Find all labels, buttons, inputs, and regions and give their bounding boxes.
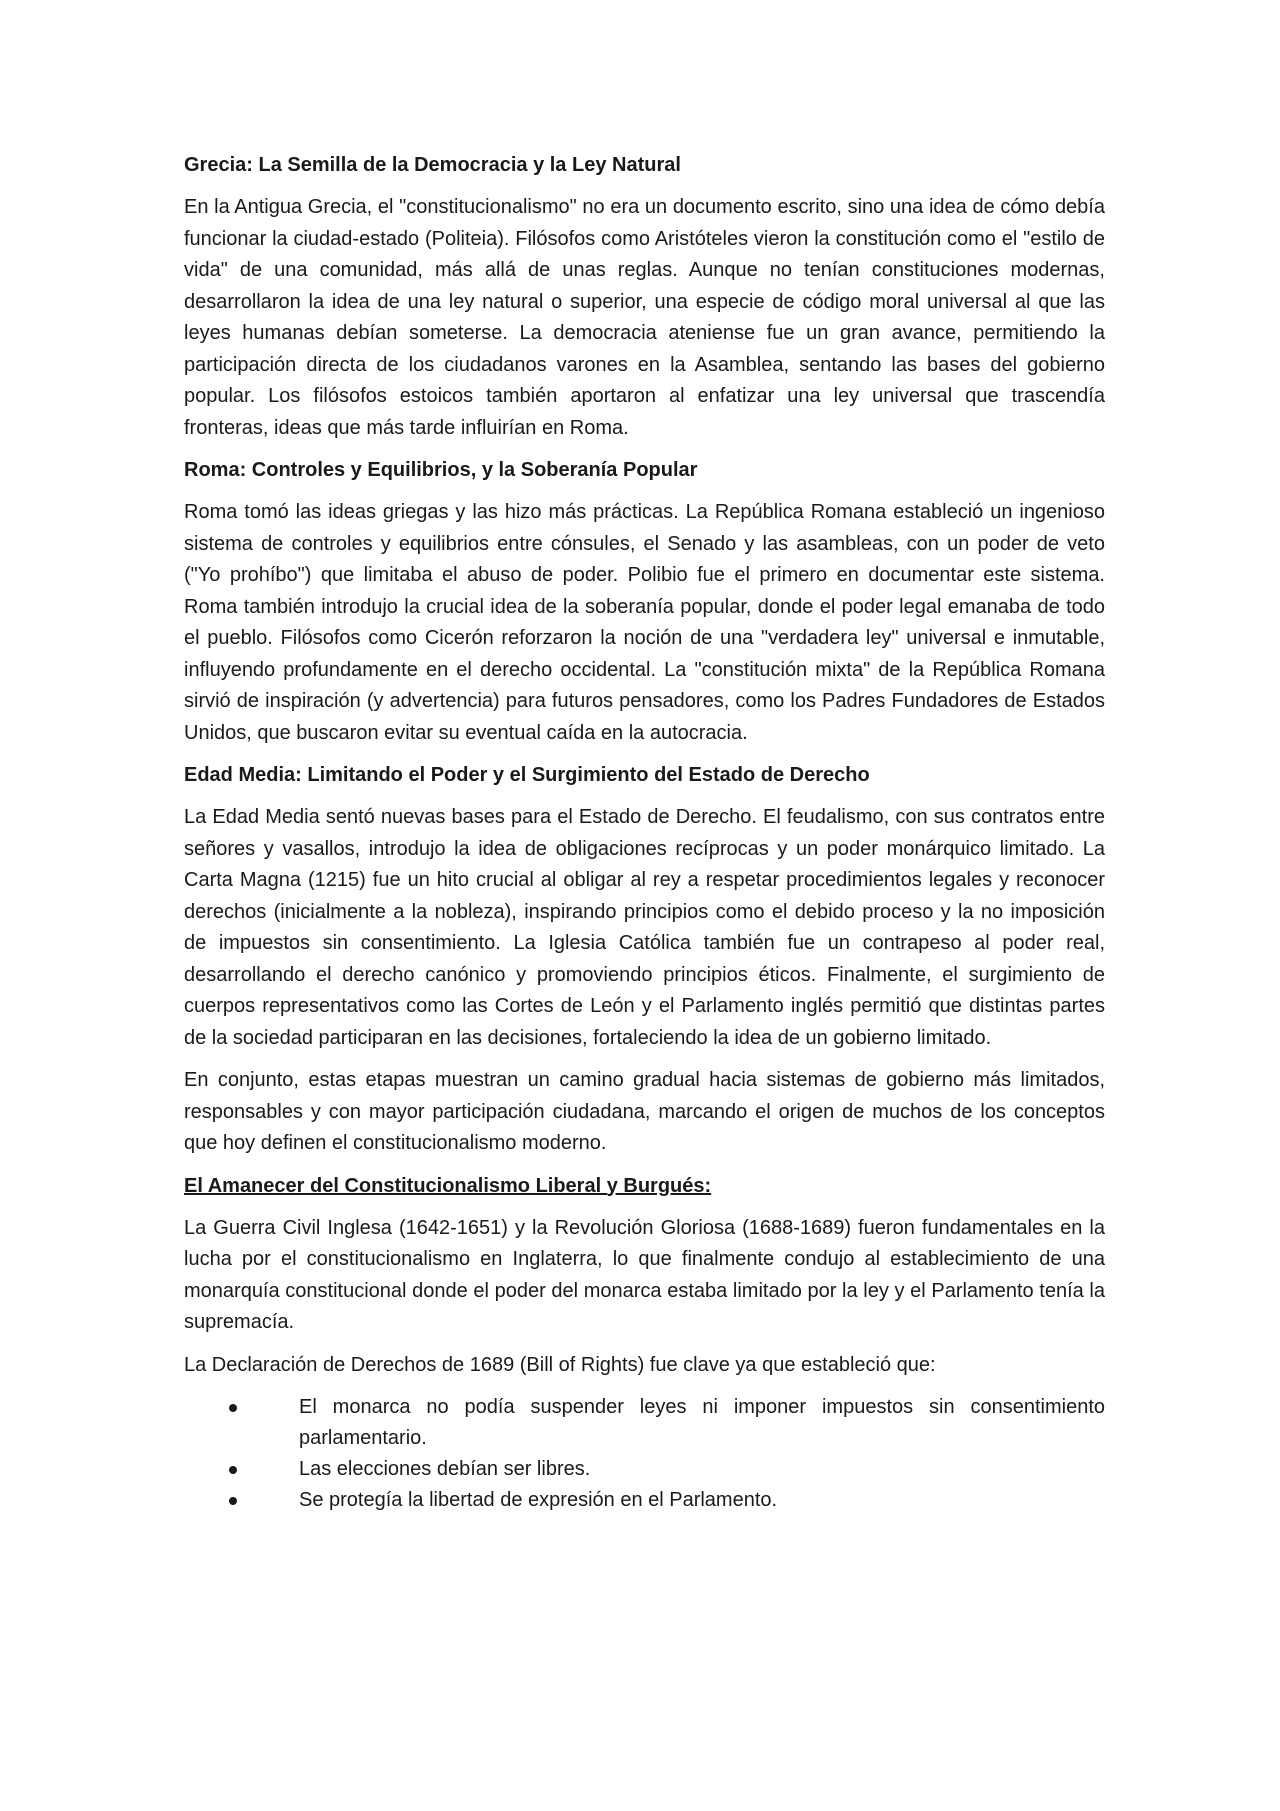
list-item [184, 1454, 1105, 1485]
list-item [184, 1485, 1105, 1516]
section-heading-liberal: El Amanecer del Constitucionalismo Liberal y Burgués: [184, 1174, 712, 1197]
paragraph-summary: En conjunto, estas etapas muestran un camino gradual hacia sistemas de gobierno más limitados, responsables y con mayor participación ciudadana, marcando el origen de muchos de los conceptos que hoy definen el constitucionalismo moderno. [184, 1069, 1105, 1154]
paragraph-rome: Roma tomó las ideas griegas y las hizo más prácticas. La República Romana estableció un ingenioso sistema de controles y equilibrios entre cónsules, el Senado y las asambleas, con un poder de veto ("Yo prohíbo") que limitaba el abuso de poder. Polibio fue el primero en documentar este sistema. Roma también introdujo la crucial idea de la soberanía popular, donde el poder legal emanaba de todo el pueblo. Filósofos como Cicerón reforzaron la noción de una "verdadera ley" universal e inmutable, influyendo profundamente en el derecho occidental. La "constitución mixta" de la República Romana sirvió de inspiración (y advertencia) para futuros pensadores, como los Padres Fundadores de Estados Unidos, que buscaron evitar su eventual caída en la autocracia. [184, 501, 1105, 744]
list-item-text: Las elecciones debían ser libres. [299, 1458, 591, 1480]
list-item [184, 1392, 1105, 1454]
list-item-text: Se protegía la libertad de expresión en el Parlamento. [299, 1489, 778, 1511]
bullet-icon [229, 1404, 237, 1412]
section-heading-middle-ages: Edad Media: Limitando el Poder y el Surgimiento del Estado de Derecho [184, 764, 870, 786]
bullet-icon [229, 1497, 237, 1505]
document-page [184, 150, 1105, 1516]
bill-of-rights-list [184, 1392, 1105, 1516]
paragraph-middle-ages: La Edad Media sentó nuevas bases para el Estado de Derecho. El feudalismo, con sus contratos entre señores y vasallos, introdujo la idea de obligaciones recíprocas y un poder monárquico limitado. La Carta Magna (1215) fue un hito crucial al obligar al rey a respetar procedimientos legales y reconocer derechos (inicialmente a la nobleza), inspirando principios como el debido proceso y la no imposición de impuestos sin consentimiento. La Iglesia Católica también fue un contrapeso al poder real, desarrollando el derecho canónico y promoviendo principios éticos. Finalmente, el surgimiento de cuerpos representativos como las Cortes de León y el Parlamento inglés permitió que distintas partes de la sociedad participaran en las decisiones, fortaleciendo la idea de un gobierno limitado. [184, 806, 1105, 1049]
bullet-icon [229, 1466, 237, 1474]
paragraph-liberal: La Guerra Civil Inglesa (1642-1651) y la Revolución Gloriosa (1688-1689) fueron fundamentales en la lucha por el constitucionalismo en Inglaterra, lo que finalmente condujo al establecimiento de una monarquía constitucional donde el poder del monarca estaba limitado por la ley y el Parlamento tenía la supremacía. [184, 1216, 1105, 1333]
section-heading-greece: Grecia: La Semilla de la Democracia y la Ley Natural [184, 154, 681, 176]
list-item-text: El monarca no podía suspender leyes ni imponer impuestos sin consentimiento parlamentario. [299, 1396, 1105, 1449]
paragraph-greece: En la Antigua Grecia, el "constitucionalismo" no era un documento escrito, sino una idea de cómo debía funcionar la ciudad-estado (Politeia). Filósofos como Aristóteles vieron la constitución como el "estilo de vida" de una comunidad, más allá de unas reglas. Aunque no tenían constituciones modernas, desarrollaron la idea de una ley natural o superior, una especie de código moral universal al que las leyes humanas debían someterse. La democracia ateniense fue un gran avance, permitiendo la participación directa de los ciudadanos varones en la Asamblea, sentando las bases del gobierno popular. Los filósofos estoicos también aportaron al enfatizar una ley universal que trascendía fronteras, ideas que más tarde influirían en Roma. [184, 196, 1105, 439]
section-heading-rome: Roma: Controles y Equilibrios, y la Soberanía Popular [184, 459, 698, 481]
paragraph-bill-of-rights-intro: La Declaración de Derechos de 1689 (Bill of Rights) fue clave ya que estableció que: [184, 1353, 936, 1376]
